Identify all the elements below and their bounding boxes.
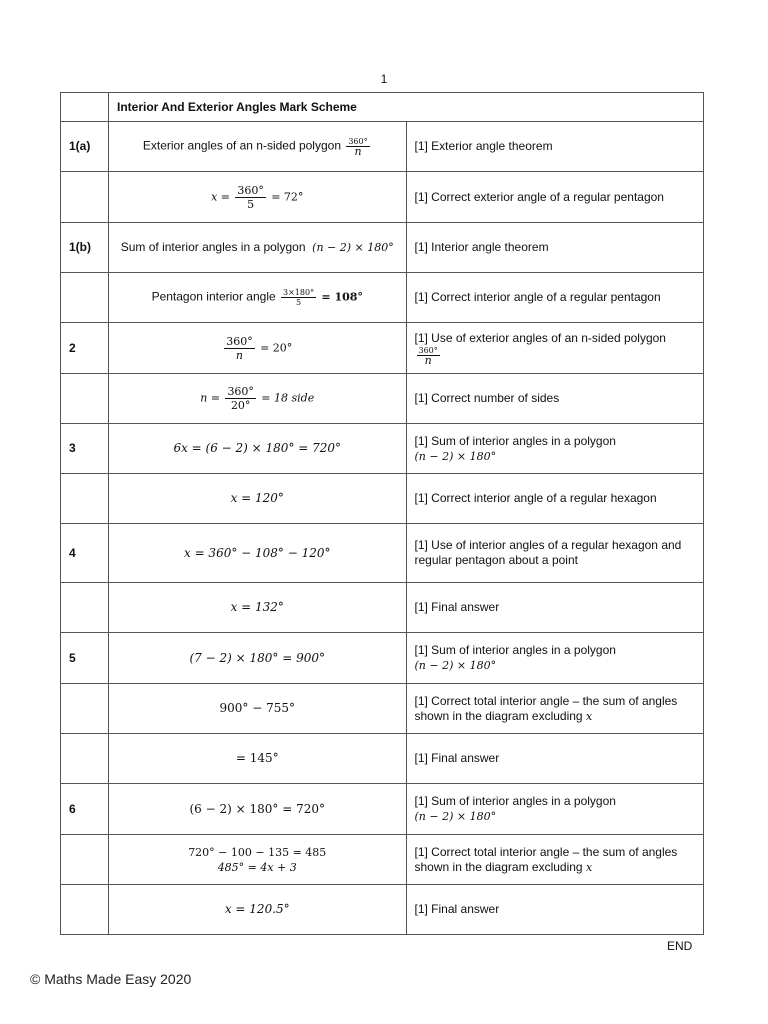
mark-cell: [1] Use of interior angles of a regular hexagon and regular pentagon about a point [406, 524, 704, 583]
fraction: $\frac{360^\circ}{5}$ [237, 183, 264, 211]
table-row [61, 734, 704, 784]
header-empty-cell [61, 93, 109, 122]
working-cell: = 145° [109, 734, 407, 784]
table-row [61, 172, 704, 223]
mark-cell: [1] Correct interior angle of a regular hexagon [406, 474, 704, 524]
question-number [61, 273, 109, 323]
question-number [61, 172, 109, 223]
fraction: $\frac{3\times 180^\circ}{5}$ [283, 288, 315, 307]
fraction: $\frac{360^\circ}{n}$ [348, 137, 368, 158]
fraction: $\frac{360^\circ}{n}$ [418, 346, 438, 367]
mark-cell: [1] Final answer [406, 583, 704, 633]
table-row [61, 323, 704, 374]
copyright-footer: © Maths Made Easy 2020 [30, 971, 192, 987]
working-cell: (7 − 2) × 180° = 900° [109, 633, 407, 684]
table-header-row [61, 93, 704, 122]
mark-cell: [1] Final answer [406, 734, 704, 784]
table-row [61, 835, 704, 885]
working-cell: n = $\frac{360^\circ}{20^\circ}$ = 18 side [109, 374, 407, 424]
working-cell: Pentagon interior angle $\frac{3\times 180^\circ}{5}$ = 108° [109, 273, 407, 323]
working-cell: $\frac{360^\circ}{n}$ = 20° [109, 323, 407, 374]
mark-cell: [1] Final answer [406, 885, 704, 935]
table-row [61, 474, 704, 524]
mark-cell: [1] Interior angle theorem [406, 223, 704, 273]
working-cell: 900° − 755° [109, 684, 407, 734]
mark-scheme-table [60, 92, 704, 935]
working-cell: (6 − 2) × 180° = 720° [109, 784, 407, 835]
question-number [61, 885, 109, 935]
question-number [61, 684, 109, 734]
mark-cell: [1] Sum of interior angles in a polygon (n − 2) × 180° [406, 633, 704, 684]
question-number [61, 583, 109, 633]
working-cell: 6x = (6 − 2) × 180° = 720° [109, 424, 407, 474]
mark-cell: [1] Correct number of sides [406, 374, 704, 424]
question-number [61, 374, 109, 424]
mark-cell: [1] Correct exterior angle of a regular pentagon [406, 172, 704, 223]
mark-cell: [1] Correct total interior angle – the sum of angles shown in the diagram excluding x [406, 684, 704, 734]
table-row [61, 374, 704, 424]
table-row [61, 122, 704, 172]
mark-cell: [1] Correct interior angle of a regular pentagon [406, 273, 704, 323]
question-number [61, 734, 109, 784]
fraction: $\frac{360^\circ}{n}$ [226, 334, 253, 362]
question-number: 6 [61, 784, 109, 835]
table-row [61, 784, 704, 835]
working-cell: 720° − 100 − 135 = 485 485° = 4x + 3 [109, 835, 407, 885]
question-number [61, 474, 109, 524]
table-row [61, 424, 704, 474]
working-cell: x = 132° [109, 583, 407, 633]
question-number [61, 835, 109, 885]
question-number: 2 [61, 323, 109, 374]
table-row [61, 273, 704, 323]
working-cell: x = $\frac{360^\circ}{5}$ = 72° [109, 172, 407, 223]
table-row [61, 885, 704, 935]
question-number: 1(a) [61, 122, 109, 172]
fraction: $\frac{360^\circ}{20^\circ}$ [227, 385, 254, 412]
working-cell: Sum of interior angles in a polygon (n − 2) × 180° [109, 223, 407, 273]
table-title: Interior And Exterior Angles Mark Scheme [109, 93, 704, 122]
mark-cell: [1] Sum of interior angles in a polygon (n − 2) × 180° [406, 424, 704, 474]
question-number: 3 [61, 424, 109, 474]
working-text: Exterior angles of an n-sided polygon [142, 138, 341, 153]
question-number: 4 [61, 524, 109, 583]
working-cell: x = 120.5° [109, 885, 407, 935]
working-cell: x = 120° [109, 474, 407, 524]
table-row [61, 583, 704, 633]
mark-cell: [1] Use of exterior angles of an n-sided polygon $\frac{360^\circ}{n}$ [406, 323, 704, 374]
table-row [61, 684, 704, 734]
working-cell: x = 360° − 108° − 120° [109, 524, 407, 583]
page-number: 1 [380, 72, 388, 86]
end-label: END [667, 939, 693, 953]
mark-cell: [1] Exterior angle theorem [406, 122, 704, 172]
table-row [61, 633, 704, 684]
working-cell [109, 122, 407, 172]
mark-cell: [1] Correct total interior angle – the sum of angles shown in the diagram excluding x [406, 835, 704, 885]
table-row [61, 524, 704, 583]
question-number: 1(b) [61, 223, 109, 273]
mark-cell: [1] Sum of interior angles in a polygon (n − 2) × 180° [406, 784, 704, 835]
table-row [61, 223, 704, 273]
question-number: 5 [61, 633, 109, 684]
